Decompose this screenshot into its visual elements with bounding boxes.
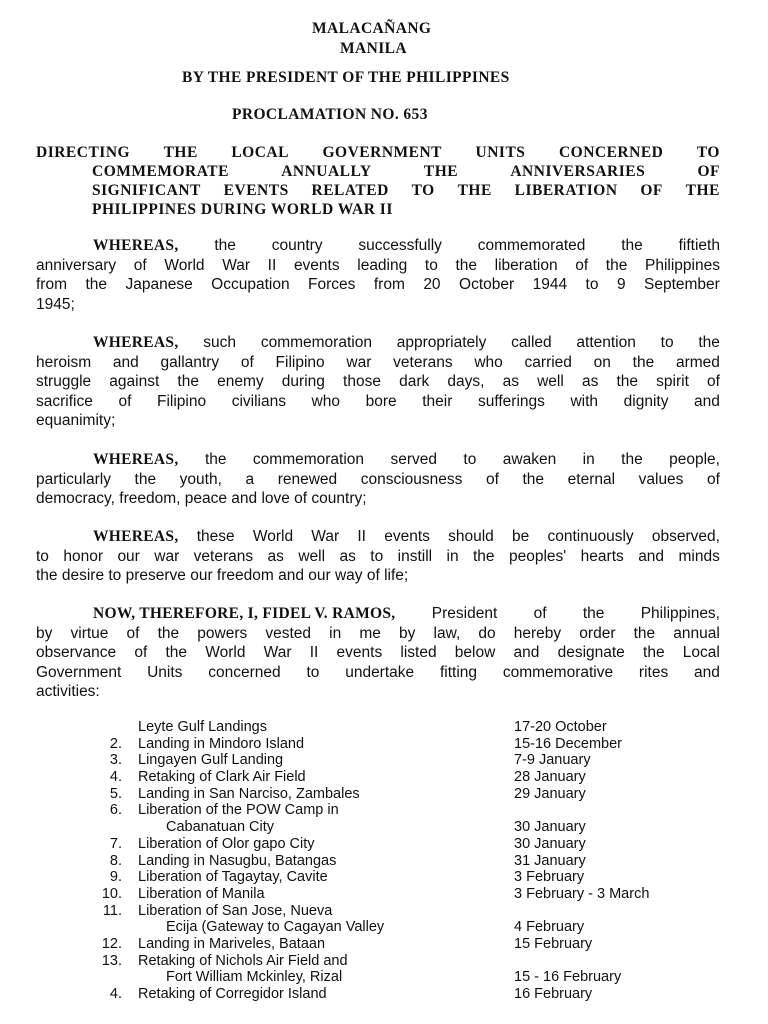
paragraph-word: sacrifice [36, 392, 93, 410]
paragraph-text: democracy, freedom, peace and love of country; [36, 490, 367, 507]
event-row [96, 886, 716, 903]
paragraph-word: as [267, 547, 284, 565]
paragraph-word: the [621, 237, 643, 254]
paragraph-word: October [459, 276, 515, 293]
paragraph-word: well [298, 547, 326, 565]
paragraph-word: as [502, 373, 519, 390]
event-name: Landing in Mindoro Island [138, 735, 305, 752]
paragraph-word: events [293, 256, 340, 274]
paragraph-word: designate [557, 644, 625, 661]
event-name: Retaking of Nichols Air Field and [138, 952, 348, 969]
paragraph-word: the [621, 451, 643, 468]
event-name: Landing in Nasugbu, Batangas [138, 852, 337, 869]
paragraph-word: law, [433, 624, 461, 642]
paragraph-word: World [164, 256, 205, 274]
paragraph-word: 20 [423, 276, 441, 293]
title-word: DIRECTING [36, 144, 131, 161]
paragraph-word: the [522, 470, 545, 488]
paragraph-word: as [581, 373, 599, 390]
paragraph-word: vested [265, 624, 312, 642]
paragraph-line [36, 547, 720, 567]
paragraph-word: enemy [217, 373, 264, 390]
paragraph-line [36, 275, 720, 295]
event-date: 4 February [514, 919, 585, 936]
paragraph-word: by [36, 624, 53, 642]
title-word: UNITS [475, 144, 526, 161]
paragraph-word: successfully [358, 237, 442, 254]
paragraph-word: their [422, 392, 453, 410]
paragraph-word: II [357, 528, 366, 545]
event-date: 17-20 October [514, 719, 607, 735]
event-number: 3. [109, 752, 122, 769]
event-date: 30 January [514, 819, 586, 836]
event-date: 31 January [514, 852, 586, 869]
paragraph-word: Japanese [125, 276, 193, 293]
paragraph-word: carried [524, 353, 572, 371]
paragraph-word: who [474, 353, 503, 371]
paragraph-word: of [134, 644, 148, 661]
paragraph-word: commemoration [252, 451, 365, 468]
whereas-paragraph-1 [36, 236, 720, 314]
paragraph-line [36, 566, 720, 586]
paragraph-word: War [311, 528, 340, 545]
paragraph-word: to [463, 451, 477, 468]
paragraph-word: dark [399, 373, 430, 390]
event-number: 8. [109, 852, 122, 869]
event-row [96, 903, 716, 920]
paragraph-word: 1944 [532, 276, 568, 293]
paragraph-word: the [632, 353, 655, 371]
paragraph-word: bore [365, 392, 397, 410]
title-word: GOVERNMENT [322, 144, 443, 161]
paragraph-line [36, 411, 720, 431]
paragraph-word: hearts [580, 547, 624, 565]
paragraph-word: of [533, 605, 547, 622]
paragraph-line [36, 643, 720, 663]
title-word: TO [411, 182, 435, 199]
event-number: 13. [101, 952, 122, 969]
paragraph-word: commemorative [502, 663, 614, 681]
title-word: SIGNIFICANT [92, 182, 201, 199]
paragraph-line [36, 663, 720, 683]
paragraph-word: such [203, 334, 237, 351]
paragraph-word: struggle [36, 373, 92, 390]
paragraph-keyword: WHEREAS, [93, 334, 179, 351]
paragraph-line [36, 489, 720, 509]
paragraph-word: the [455, 256, 478, 274]
paragraph-word: country [271, 237, 323, 254]
event-name: Landing in Mariveles, Bataan [138, 935, 326, 952]
paragraph-word: the [582, 605, 605, 622]
title-word: ANNUALLY [281, 163, 372, 180]
paragraph-text: the desire to preserve our freedom and our way of life; [36, 567, 409, 584]
paragraph-line [36, 333, 720, 353]
event-date: 29 January [514, 785, 586, 802]
paragraph-word: attention [576, 334, 636, 351]
paragraph-word: peoples' [508, 547, 567, 565]
title-word: PHILIPPINES DURING WORLD WAR II [92, 201, 393, 218]
paragraph-word: continuously [547, 528, 634, 545]
paragraph-word: to [370, 547, 384, 565]
event-row [96, 936, 716, 953]
title-word: OF [640, 182, 663, 199]
event-row [96, 719, 716, 736]
event-number: 11. [102, 902, 122, 919]
proclamation-number: PROCLAMATION NO. 653 [232, 106, 428, 123]
paragraph-word: renewed [277, 470, 338, 488]
paragraph-word: minds [678, 547, 720, 565]
title-line [36, 200, 720, 219]
title-word: CONCERNED [558, 144, 664, 161]
paragraph-word: against [109, 373, 160, 390]
event-date: 15 February [514, 935, 593, 952]
whereas-paragraph-2 [36, 333, 720, 431]
paragraph-word: Philippines, [640, 605, 720, 622]
event-name: Liberation of Olor gapo City [138, 835, 315, 852]
paragraph-word: and [112, 353, 139, 371]
paragraph-word: and [694, 392, 720, 410]
title-word: LIBERATION [514, 182, 618, 199]
paragraph-word: who [311, 392, 340, 410]
paragraph-keyword: WHEREAS, [93, 451, 179, 468]
paragraph-word: World [252, 528, 294, 545]
paragraph-word: leading [357, 256, 408, 274]
paragraph-word: World [205, 644, 246, 661]
paragraph-word: liberation [494, 256, 558, 274]
paragraph-word: honor [63, 547, 104, 565]
paragraph-word: to [585, 276, 599, 293]
city-heading: MANILA [340, 40, 407, 57]
event-number: 9. [109, 869, 122, 886]
paragraph-word: gallantry [160, 353, 220, 371]
paragraph-word: II [309, 644, 319, 661]
paragraph-word: Forces [308, 276, 356, 293]
paragraph-word: should [448, 528, 494, 545]
paragraph-word: to [660, 334, 674, 351]
paragraph-word: virtue [70, 624, 109, 642]
paragraph-line [36, 604, 720, 624]
title-word: LOCAL [231, 144, 289, 161]
paragraph-word: to [36, 547, 49, 565]
event-name: Liberation of Manila [138, 885, 265, 902]
paragraph-word: fiftieth [678, 237, 720, 254]
title-word: OF [697, 163, 720, 180]
paragraph-word: from [373, 276, 405, 293]
paragraph-word: Filipino [275, 353, 325, 371]
paragraph-word: September [644, 276, 720, 293]
event-row [96, 869, 716, 886]
paragraph-word: on [593, 353, 611, 371]
paragraph-line [36, 236, 720, 256]
whereas-paragraph-3 [36, 450, 720, 509]
events-list [96, 719, 716, 1003]
title-word: THE [163, 144, 198, 161]
paragraph-line [36, 392, 720, 412]
paragraph-word: War [263, 644, 292, 661]
paragraph-word: of [707, 470, 720, 488]
paragraph-word: the [134, 470, 157, 488]
paragraph-word: in [329, 624, 342, 642]
event-date: 15 - 16 February [514, 969, 622, 986]
paragraph-line [36, 682, 720, 702]
title-word: THE [423, 163, 459, 180]
paragraph-word: sufferings [477, 392, 545, 410]
proclamation-title [36, 143, 720, 219]
event-row [96, 736, 716, 753]
paragraph-word: the [616, 373, 639, 390]
event-name: Leyte Gulf Landings [138, 719, 267, 735]
paragraph-word: as [339, 547, 356, 565]
paragraph-word: to [424, 256, 438, 274]
paragraph-word: the [698, 334, 720, 351]
event-number: 10. [101, 885, 122, 902]
paragraph-word: commemorated [477, 237, 586, 254]
paragraph-keyword: WHEREAS, [93, 237, 179, 254]
paragraph-word: order [579, 624, 616, 642]
paragraph-word: the [605, 256, 628, 274]
paragraph-word: observed, [651, 528, 720, 545]
paragraph-word: in [446, 547, 459, 565]
event-row [96, 953, 716, 970]
paragraph-word: well [537, 373, 564, 390]
paragraph-word: annual [673, 624, 720, 642]
title-word: COMMEMORATE [92, 163, 229, 180]
paragraph-word: be [512, 528, 530, 545]
paragraph-word: youth, [179, 470, 222, 488]
paragraph-word: veterans [393, 353, 453, 371]
paragraph-word: me [359, 624, 381, 642]
paragraph-word: called [511, 334, 552, 351]
paragraph-line [36, 295, 720, 315]
paragraph-word: heroism [36, 353, 92, 371]
now-therefore-paragraph [36, 604, 720, 702]
event-row [96, 836, 716, 853]
event-date: 7-9 January [514, 752, 591, 769]
event-number: 12. [101, 935, 122, 952]
event-row [96, 769, 716, 786]
paragraph-word: days, [447, 373, 485, 390]
event-number: 7. [109, 835, 122, 852]
event-row [96, 752, 716, 769]
event-date: 3 February [514, 869, 585, 886]
paragraph-word: to [306, 663, 320, 681]
title-word: THE [685, 182, 720, 199]
paragraph-word: the [157, 624, 180, 642]
paragraph-word: by [399, 624, 416, 642]
paragraph-word: Philippines [645, 256, 720, 274]
paragraph-word: of [707, 373, 720, 390]
paragraph-word: Filipino [156, 392, 207, 410]
paragraph-word: served [390, 451, 437, 468]
event-date: 16 February [514, 986, 593, 1002]
event-date: 15-16 December [514, 735, 622, 752]
office-heading: MALACAÑANG [312, 20, 432, 37]
paragraph-word: the [85, 276, 108, 293]
paragraph-text: activities: [36, 683, 100, 700]
paragraph-line [36, 372, 720, 392]
event-name: Landing in San Narciso, Zambales [138, 785, 360, 802]
paragraph-line [36, 470, 720, 490]
paragraph-word: Units [147, 663, 183, 681]
event-row [96, 919, 716, 936]
paragraph-word: appropriately [396, 334, 487, 351]
paragraph-word: events [384, 528, 430, 545]
event-row [96, 986, 716, 1003]
event-name: Liberation of San Jose, Nueva [138, 902, 333, 919]
title-word: THE [457, 182, 492, 199]
paragraph-word: Occupation [211, 276, 290, 293]
event-name: Retaking of Clark Air Field [138, 769, 306, 786]
title-word: ANNIVERSARIES [510, 163, 646, 180]
paragraph-word: undertake [345, 663, 415, 681]
paragraph-word: veterans [193, 547, 254, 565]
paragraph-line [36, 450, 720, 470]
paragraph-word: II [267, 256, 277, 274]
paragraph-word: war [154, 547, 180, 565]
paragraph-word: our [117, 547, 140, 565]
paragraph-word: consciousness [360, 470, 463, 488]
event-date: 30 January [514, 835, 586, 852]
paragraph-line [36, 353, 720, 373]
paragraph-keyword: NOW, THEREFORE, I, FIDEL V. RAMOS, [93, 605, 396, 622]
event-row [96, 786, 716, 803]
paragraph-word: in [582, 451, 595, 468]
event-number: 5. [109, 785, 122, 802]
paragraph-word: instill [397, 547, 433, 565]
event-row [96, 969, 716, 986]
paragraph-word: from [36, 276, 67, 293]
paragraph-word: awaken [502, 451, 557, 468]
paragraph-word: people, [669, 451, 720, 468]
title-line [36, 162, 720, 181]
paragraph-word: the [473, 547, 495, 565]
event-date: 28 January [514, 769, 586, 786]
paragraph-word: spirit [656, 373, 689, 390]
title-word: TO [696, 144, 720, 161]
paragraph-word: listed [400, 644, 437, 661]
paragraph-word: hereby [513, 624, 562, 642]
paragraph-word: anniversary [36, 256, 117, 274]
paragraph-word: eternal [567, 470, 616, 488]
paragraph-word: the [214, 237, 236, 254]
paragraph-word: the [204, 451, 227, 468]
paragraph-word: with [570, 392, 599, 410]
event-number: 4. [109, 986, 122, 1002]
paragraph-word: of [133, 256, 147, 274]
paragraph-line [36, 527, 720, 547]
event-name: Cabanatuan City [166, 819, 275, 836]
paragraph-word: concerned [208, 663, 281, 681]
event-name: Liberation of Tagaytay, Cavite [138, 869, 328, 886]
paragraph-word: of [485, 470, 499, 488]
paragraph-word: War [222, 256, 251, 274]
paragraph-word: do [478, 624, 496, 642]
title-line [36, 181, 720, 200]
paragraph-line [36, 256, 720, 276]
event-number: 4. [109, 769, 122, 786]
title-word: EVENTS [223, 182, 289, 199]
paragraph-word: powers [197, 624, 248, 642]
event-date: 3 February - 3 March [514, 885, 650, 902]
paragraph-word: during [281, 373, 325, 390]
paragraph-word: civilians [231, 392, 286, 410]
paragraph-text: equanimity; [36, 412, 116, 429]
paragraph-word: commemoration [260, 334, 372, 351]
paragraph-word: war [346, 353, 372, 371]
paragraph-word: the [177, 373, 199, 390]
paragraph-word: 9 [616, 276, 626, 293]
event-name: Lingayen Gulf Landing [138, 752, 284, 769]
event-name: Retaking of Corregidor Island [138, 986, 327, 1002]
paragraph-word: President [431, 605, 498, 622]
paragraph-word: these [196, 528, 235, 545]
paragraph-keyword: WHEREAS, [93, 528, 179, 545]
title-word: RELATED [311, 182, 389, 199]
whereas-paragraph-4 [36, 527, 720, 586]
paragraph-word: particularly [36, 470, 111, 488]
paragraph-word: armed [675, 353, 720, 371]
paragraph-word: rites [638, 663, 669, 681]
paragraph-word: and [694, 663, 720, 681]
paragraph-word: events [336, 644, 383, 661]
event-row [96, 802, 716, 819]
event-row [96, 819, 716, 836]
paragraph-word: of [118, 392, 132, 410]
event-name: Ecija (Gateway to Cagayan Valley [166, 919, 385, 936]
paragraph-line [36, 624, 720, 644]
paragraph-word: of [240, 353, 254, 371]
paragraph-word: the [643, 644, 665, 661]
paragraph-word: values [638, 470, 684, 488]
paragraph-word: Local [682, 644, 720, 661]
paragraph-text: 1945; [36, 295, 75, 313]
paragraph-word: those [343, 373, 381, 390]
event-name: Liberation of the POW Camp in [138, 802, 339, 819]
authority-heading: BY THE PRESIDENT OF THE PHILIPPINES [182, 69, 510, 86]
paragraph-word: a [245, 470, 255, 488]
paragraph-word: fitting [439, 663, 478, 681]
paragraph-word: of [126, 624, 140, 642]
paragraph-word: and [638, 547, 665, 565]
paragraph-word: the [633, 624, 656, 642]
paragraph-word: Government [36, 663, 122, 681]
paragraph-word: and [513, 644, 540, 661]
paragraph-word: below [454, 644, 496, 661]
paragraph-word: dignity [623, 392, 669, 410]
event-name: Fort William Mckinley, Rizal [166, 969, 343, 986]
paragraph-word: of [575, 256, 589, 274]
event-number: 6. [109, 802, 122, 819]
paragraph-word: observance [36, 644, 117, 661]
title-line [36, 143, 720, 162]
event-row [96, 853, 716, 870]
event-number: 2. [109, 735, 122, 752]
paragraph-word: the [165, 644, 188, 661]
